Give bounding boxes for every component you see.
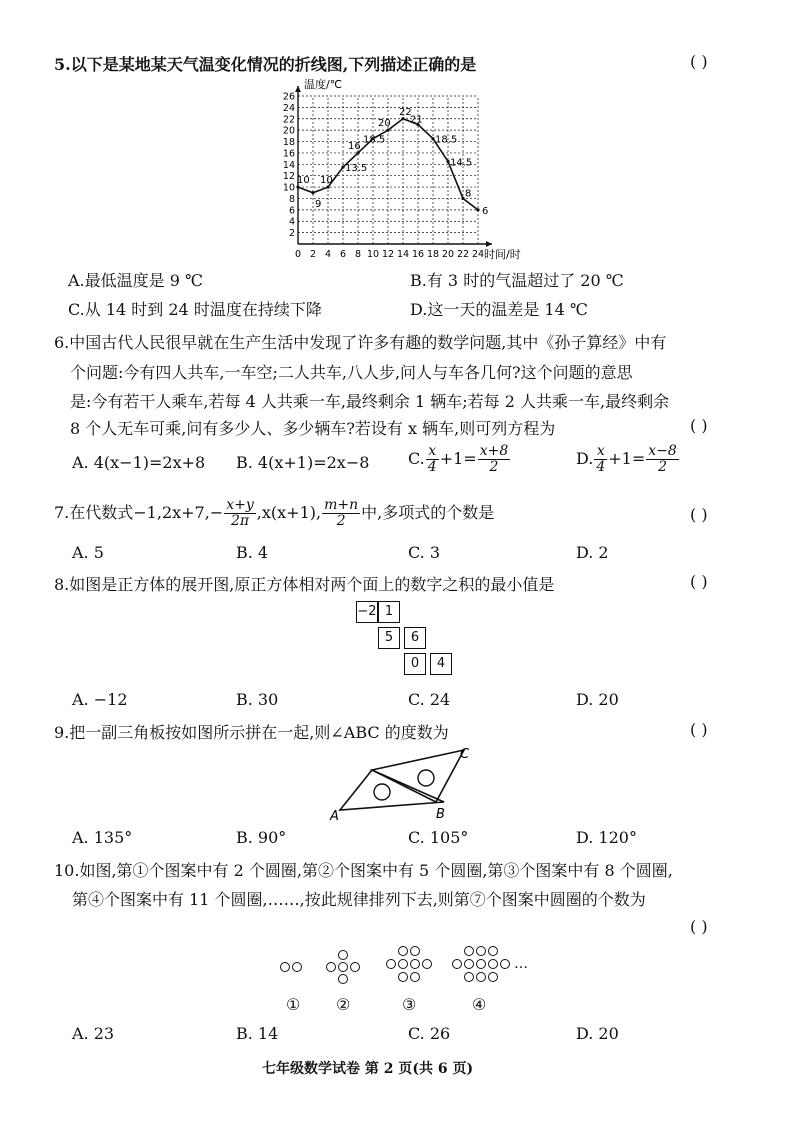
chart-data-label: 14.5	[450, 157, 473, 169]
q5-option-a: A.最低温度是 9 ℃	[68, 271, 203, 290]
q7-stem	[54, 498, 494, 529]
q9-answer-paren: ( )	[690, 720, 708, 739]
net-cell-4: 6	[404, 627, 426, 649]
chart-data-label: 16	[348, 140, 361, 152]
cube-net	[356, 601, 456, 679]
triangle-hole-right	[418, 770, 434, 786]
pattern3-circle	[410, 946, 420, 956]
chart-point	[476, 208, 479, 211]
pattern4-circle	[500, 959, 510, 969]
chart-data-label: 18.5	[363, 134, 386, 146]
y-tick-label: 18	[282, 137, 295, 149]
q6-answer-paren: ( )	[690, 416, 708, 435]
chart-data-label: 20	[378, 118, 391, 130]
q6-option-d	[576, 444, 680, 475]
temperature-line-chart	[276, 76, 536, 262]
x-tick-label: 22	[456, 249, 470, 260]
net-cell-3: 5	[378, 627, 400, 649]
q6-d-left-fraction: $\frac{x}{4}$	[596, 443, 606, 475]
q10-option-d: D. 20	[576, 1024, 619, 1043]
y-tick-label: 2	[288, 228, 295, 240]
q7-fraction-1: $\frac{x+y}{2\pi}$	[226, 497, 254, 529]
pattern4-circle	[476, 959, 486, 969]
pattern3-circle	[398, 946, 408, 956]
pattern2-circle	[338, 962, 348, 972]
q10-line-2: 第④个图案中有 11 个圆圈,……,按此规律排列下去,则第⑦个图案中圆圈的个数为	[72, 890, 646, 909]
x-tick-label: 24	[471, 249, 485, 260]
q9-option-b: B. 90°	[236, 828, 287, 847]
q9-option-d: D. 120°	[576, 828, 637, 847]
y-tick-label: 8	[288, 193, 295, 205]
q7-option-d: D. 2	[576, 543, 609, 562]
chart-data-labels	[297, 107, 488, 217]
y-tick-label: 12	[282, 171, 295, 183]
chart-data-label: 10	[297, 175, 310, 187]
pattern4-circle	[452, 959, 462, 969]
q6-option-a: A. 4(x−1)=2x+8	[72, 453, 206, 472]
chart-data-label: 13.5	[345, 163, 368, 175]
q6-line-3: 是:今有若干人乘车,若每 4 人共乘一车,最终剩余 1 辆车;若每 2 人共乘一车,最终剩余	[70, 392, 670, 411]
pattern4-circle	[464, 972, 474, 982]
x-tick-label: 0	[294, 249, 302, 260]
q5-stem: 5.以下是某地某天气温变化情况的折线图,下列描述正确的是	[54, 55, 477, 74]
point-b-label: B	[436, 807, 445, 822]
q10-option-a: A. 23	[72, 1024, 115, 1043]
pattern-label-1: ①	[286, 995, 301, 1014]
x-tick-label: 2	[309, 249, 317, 260]
q7-stem-pre: 7.在代数式−1,2x+7,−	[54, 503, 224, 522]
triangle-left	[340, 770, 444, 810]
triangle-set-figure	[326, 744, 476, 824]
q7-option-c: C. 3	[408, 543, 441, 562]
q6-c-mid: +1=	[439, 449, 477, 468]
chart-data-label: 10	[320, 175, 333, 187]
net-cell-5: 0	[404, 653, 426, 675]
pattern3-circle	[422, 959, 432, 969]
pattern2-circle	[338, 950, 348, 960]
q10-answer-paren: ( )	[690, 917, 708, 936]
x-tick-label: 20	[441, 249, 455, 260]
q10-line-1: 10.如图,第①个图案中有 2 个圆圈,第②个图案中有 5 个圆圈,第③个图案中有 8 个圆圈,	[54, 861, 673, 880]
q6-c-right-fraction: $\frac{x+8}{2}$	[479, 443, 509, 475]
y-tick-label: 10	[282, 182, 295, 194]
pattern2-circle	[350, 962, 360, 972]
y-tick-label: 24	[282, 102, 295, 114]
q6-option-b: B. 4(x+1)=2x−8	[236, 453, 370, 472]
pattern3-circle	[410, 959, 420, 969]
chart-xlabel: 时间/时	[484, 248, 521, 261]
point-c-label: C	[460, 747, 470, 762]
y-tick-label: 20	[282, 125, 295, 137]
q9-option-a: A. 135°	[72, 828, 133, 847]
q6-line-1: 6.中国古代人民很早就在生产生活中发现了许多有趣的数学问题,其中《孙子算经》中有	[54, 333, 667, 352]
pattern-label-2: ②	[336, 995, 351, 1014]
chart-data-label: 22	[399, 106, 412, 118]
q8-option-b: B. 30	[236, 690, 279, 709]
chart-point	[311, 191, 314, 194]
y-axis-arrow	[295, 86, 301, 92]
pattern-label-4: ④	[472, 995, 487, 1014]
x-tick-label: 4	[324, 249, 332, 260]
y-tick-label: 26	[282, 91, 295, 103]
q8-stem: 8.如图是正方体的展开图,原正方体相对两个面上的数字之积的最小值是	[54, 575, 555, 594]
pattern-label-3: ③	[402, 995, 417, 1014]
x-axis-arrow	[486, 241, 492, 247]
q5-option-b: B.有 3 时的气温超过了 20 ℃	[410, 271, 624, 290]
net-cell-1: −2	[356, 601, 378, 623]
circle-patterns	[270, 940, 540, 990]
q6-line-4: 8 个人无车可乘,问有多少人、多少辆车?若设有 x 辆车,则可列方程为	[70, 419, 556, 438]
chart-data-label: 9	[315, 198, 322, 210]
chart-data-label: 6	[482, 205, 489, 217]
q8-option-d: D. 20	[576, 690, 619, 709]
q7-fraction-2: $\frac{m+n}{2}$	[324, 497, 359, 529]
x-tick-label: 18	[426, 249, 440, 260]
q5-option-c: C.从 14 时到 24 时温度在持续下降	[68, 300, 322, 319]
q6-line-2: 个问题:今有四人共车,一车空;二人共车,八人步,问人与车各几何?这个问题的意思	[70, 363, 633, 382]
pattern4-circle	[464, 946, 474, 956]
chart-ylabel: 温度/℃	[304, 78, 343, 91]
triangle-hole-left	[374, 784, 390, 800]
y-tick-label: 6	[288, 205, 295, 217]
q6-option-c	[408, 444, 511, 475]
pattern4-circle	[488, 972, 498, 982]
pattern4-circle	[488, 959, 498, 969]
pattern3-circle	[386, 959, 396, 969]
pattern-ellipsis: …	[514, 956, 528, 972]
pattern1-circle	[280, 962, 290, 972]
q10-option-c: C. 26	[408, 1024, 451, 1043]
pattern4-circle	[476, 946, 486, 956]
pattern4-circle	[488, 946, 498, 956]
pattern3-circle	[410, 972, 420, 982]
pattern4-circle	[476, 972, 486, 982]
y-tick-label: 14	[282, 159, 295, 171]
q9-stem: 9.把一副三角板按如图所示拼在一起,则∠ABC 的度数为	[54, 723, 449, 742]
x-tick-label: 12	[381, 249, 395, 260]
q7-stem-mid: ,x(x+1),	[256, 503, 322, 522]
q7-answer-paren: ( )	[690, 505, 708, 524]
y-tick-label: 22	[282, 114, 295, 126]
x-tick-label: 10	[366, 249, 380, 260]
chart-data-label: 18.5	[435, 134, 458, 146]
q10-option-b: B. 14	[236, 1024, 279, 1043]
q7-option-a: A. 5	[72, 543, 104, 562]
pattern3-circle	[398, 972, 408, 982]
q6-d-right-fraction: $\frac{x-8}{2}$	[648, 443, 677, 475]
q9-option-c: C. 105°	[408, 828, 469, 847]
pattern3-circle	[398, 959, 408, 969]
point-a-label: A	[330, 809, 339, 824]
chart-data-label: 8	[465, 188, 472, 200]
q5-option-d: D.这一天的温差是 14 ℃	[410, 300, 588, 319]
net-cell-2: 1	[378, 601, 400, 623]
pattern2-circle	[326, 962, 336, 972]
q8-answer-paren: ( )	[690, 572, 708, 591]
q6-c-left-fraction: $\frac{x}{4}$	[427, 443, 437, 475]
q6-option-d-label: D.	[576, 449, 594, 468]
q6-option-c-label: C.	[408, 449, 425, 468]
y-tick-label: 16	[282, 148, 295, 160]
x-tick-label: 16	[411, 249, 425, 260]
q7-option-b: B. 4	[236, 543, 269, 562]
x-tick-label: 14	[396, 249, 410, 260]
q8-option-c: C. 24	[408, 690, 451, 709]
pattern1-circle	[292, 962, 302, 972]
q5-answer-paren: ( )	[690, 52, 708, 71]
x-tick-label: 8	[354, 249, 362, 260]
net-cell-6: 4	[430, 653, 452, 675]
page-footer: 七年级数学试卷 第 2 页(共 6 页)	[262, 1061, 474, 1077]
q8-option-a: A. −12	[72, 690, 128, 709]
y-tick-label: 4	[288, 216, 295, 228]
q7-stem-post: 中,多项式的个数是	[361, 503, 495, 522]
q6-d-mid: +1=	[608, 449, 646, 468]
chart-data-label: 21	[410, 114, 423, 126]
pattern2-circle	[338, 974, 348, 984]
pattern4-circle	[464, 959, 474, 969]
x-tick-label: 6	[339, 249, 347, 260]
